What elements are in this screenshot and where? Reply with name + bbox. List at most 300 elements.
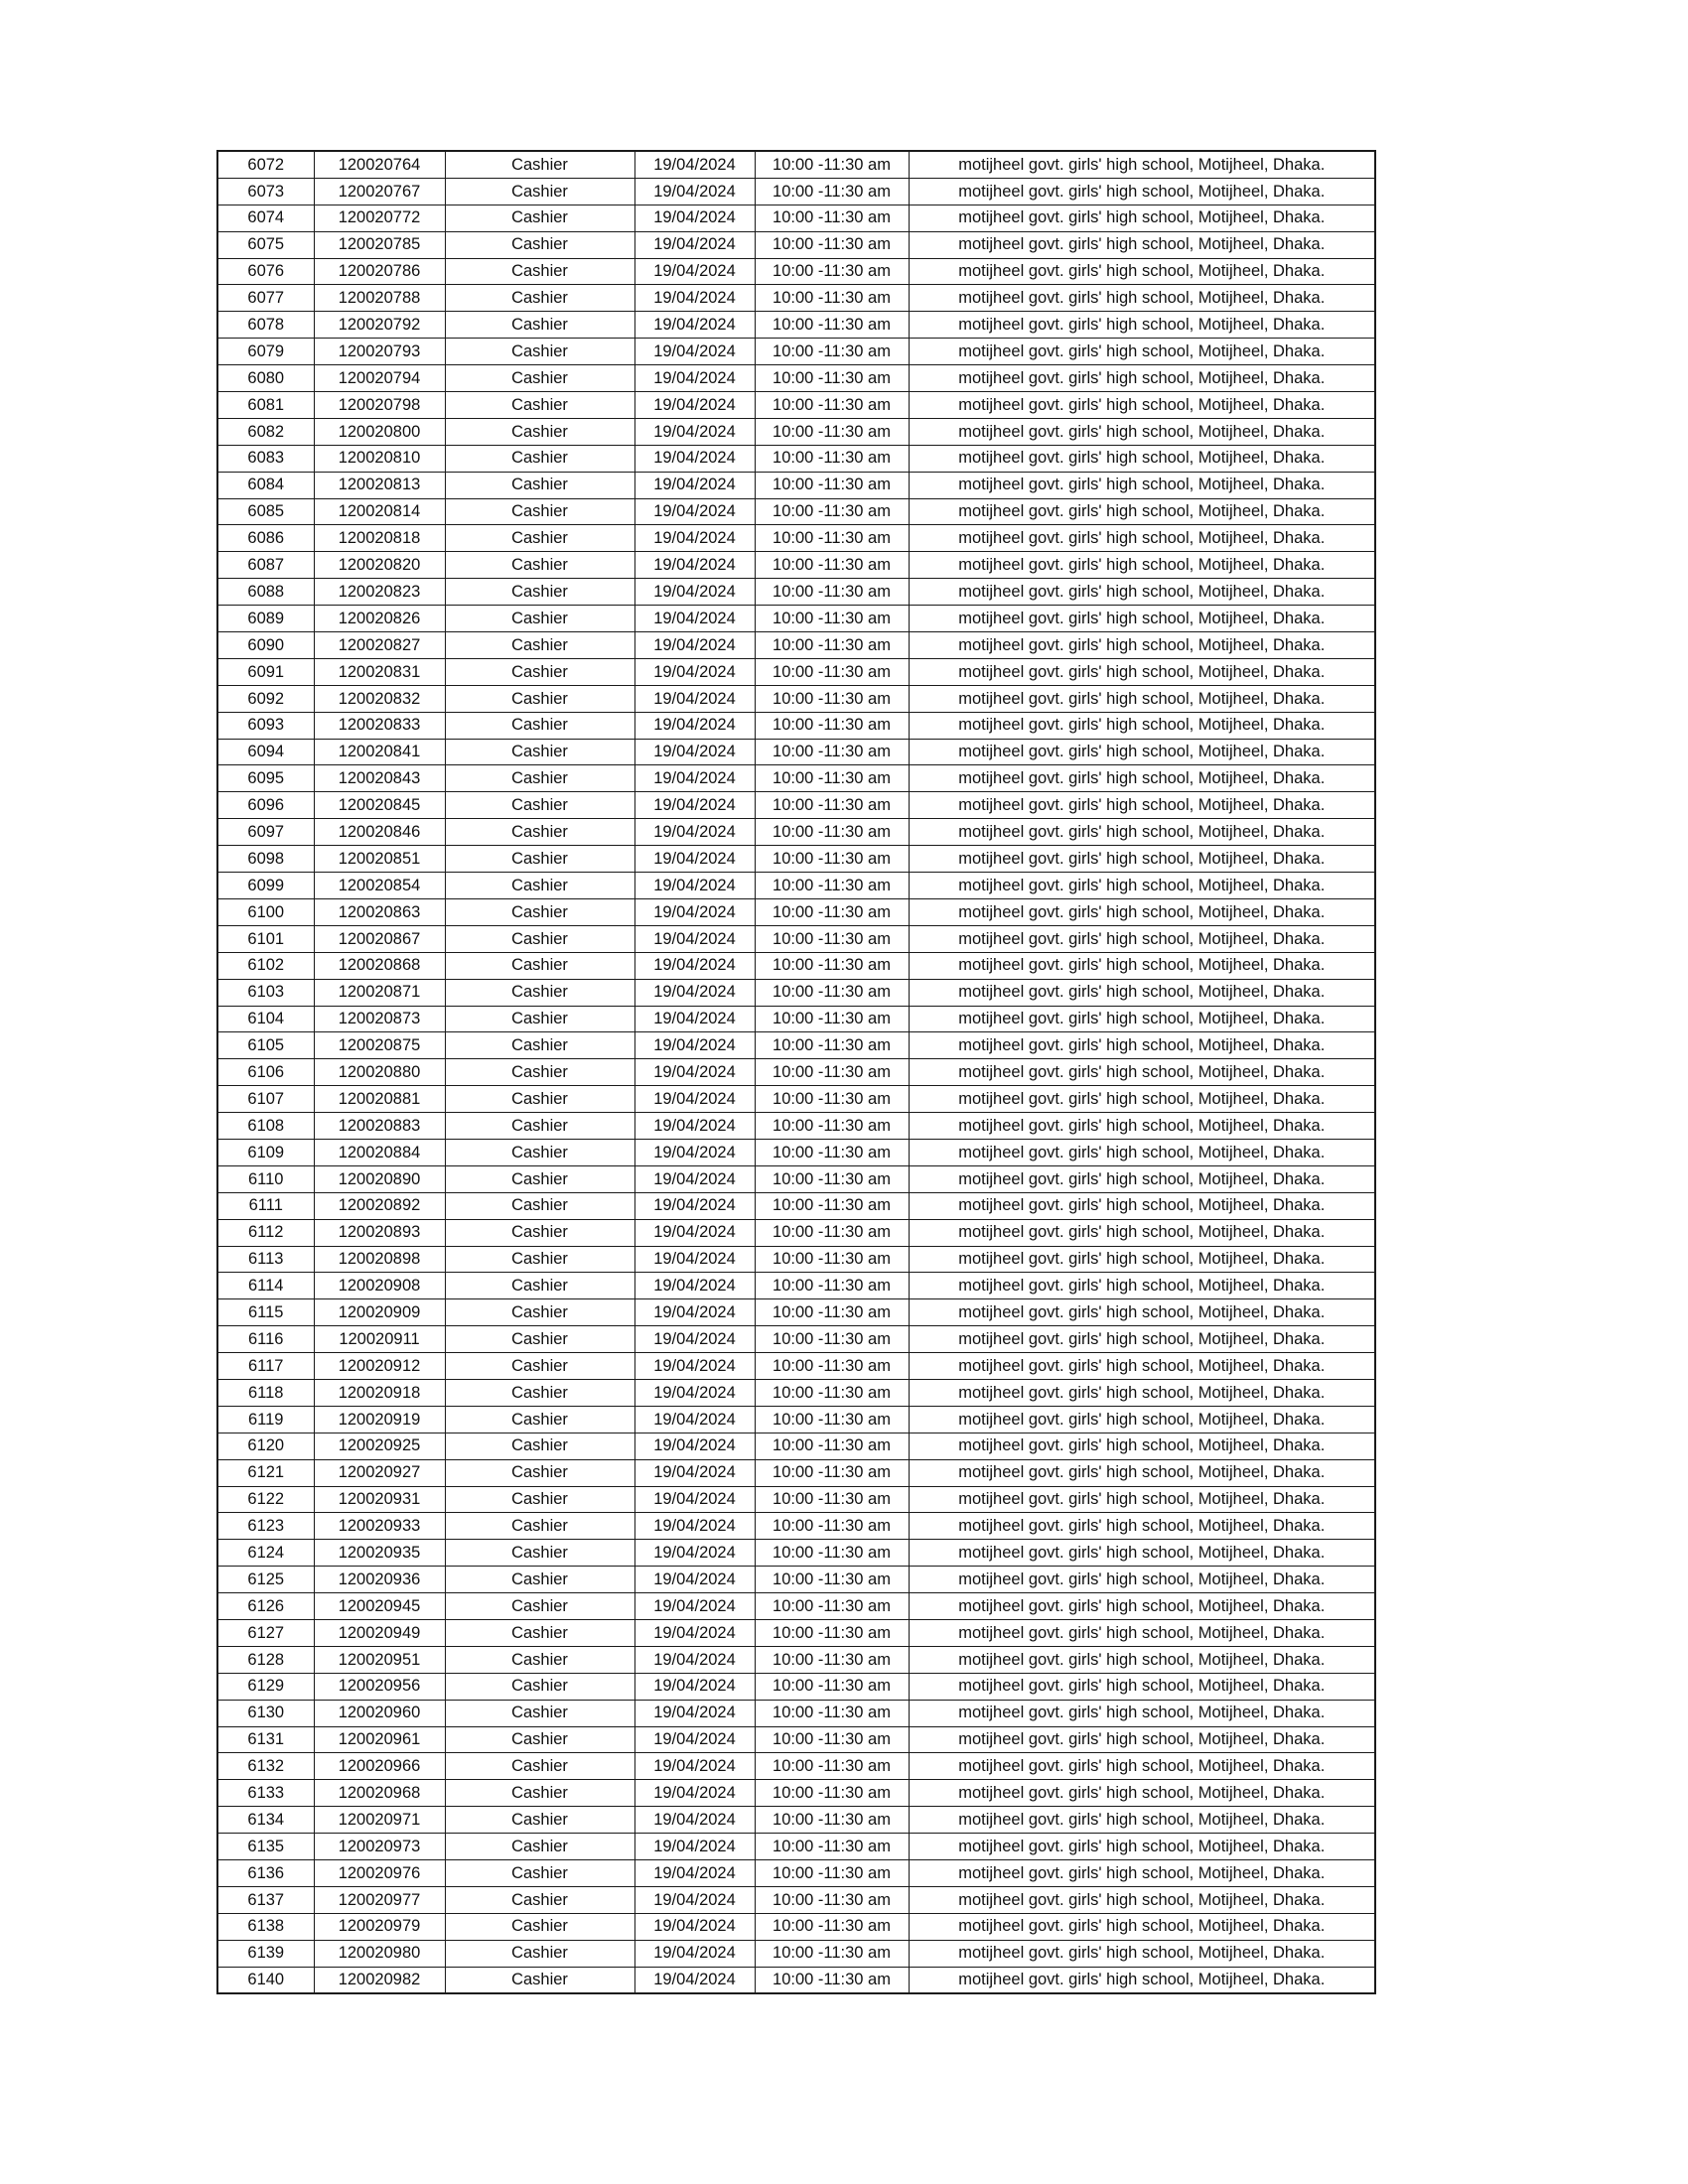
serial-no-cell: 6102: [217, 952, 314, 979]
serial-no-cell: 6103: [217, 979, 314, 1006]
post-cell: Cashier: [445, 472, 634, 498]
roll-no-cell: 120020764: [314, 151, 445, 178]
exam-venue-cell: motijheel govt. girls' high school, Motijheel, Dhaka.: [909, 1780, 1375, 1807]
post-cell: Cashier: [445, 178, 634, 205]
table-row: [217, 1326, 1375, 1353]
exam-date-cell: 19/04/2024: [634, 1059, 755, 1086]
roll-no-cell: 120020960: [314, 1700, 445, 1726]
exam-date-cell: 19/04/2024: [634, 285, 755, 312]
exam-date-cell: 19/04/2024: [634, 258, 755, 285]
post-cell: Cashier: [445, 1940, 634, 1967]
exam-venue-cell: motijheel govt. girls' high school, Motijheel, Dhaka.: [909, 1006, 1375, 1032]
roll-no-cell: 120020935: [314, 1540, 445, 1567]
serial-no-cell: 6075: [217, 231, 314, 258]
exam-time-cell: 10:00 -11:30 am: [755, 658, 909, 685]
serial-no-cell: 6081: [217, 392, 314, 419]
exam-venue-cell: motijheel govt. girls' high school, Motijheel, Dhaka.: [909, 1459, 1375, 1486]
table-row: [217, 525, 1375, 552]
exam-date-cell: 19/04/2024: [634, 1273, 755, 1299]
post-cell: Cashier: [445, 1353, 634, 1380]
post-cell: Cashier: [445, 1406, 634, 1433]
exam-date-cell: 19/04/2024: [634, 392, 755, 419]
exam-venue-cell: motijheel govt. girls' high school, Motijheel, Dhaka.: [909, 1646, 1375, 1673]
roll-no-cell: 120020818: [314, 525, 445, 552]
exam-venue-cell: motijheel govt. girls' high school, Motijheel, Dhaka.: [909, 1967, 1375, 1993]
table-row: [217, 1113, 1375, 1140]
exam-date-cell: 19/04/2024: [634, 445, 755, 472]
post-cell: Cashier: [445, 1219, 634, 1246]
exam-venue-cell: motijheel govt. girls' high school, Motijheel, Dhaka.: [909, 1032, 1375, 1059]
roll-no-cell: 120020980: [314, 1940, 445, 1967]
exam-venue-cell: motijheel govt. girls' high school, Motijheel, Dhaka.: [909, 1192, 1375, 1219]
exam-time-cell: 10:00 -11:30 am: [755, 952, 909, 979]
exam-venue-cell: motijheel govt. girls' high school, Motijheel, Dhaka.: [909, 1834, 1375, 1860]
table-row: [217, 365, 1375, 392]
post-cell: Cashier: [445, 739, 634, 765]
post-cell: Cashier: [445, 1113, 634, 1140]
exam-venue-cell: motijheel govt. girls' high school, Motijheel, Dhaka.: [909, 846, 1375, 873]
exam-date-cell: 19/04/2024: [634, 1433, 755, 1459]
exam-date-cell: 19/04/2024: [634, 472, 755, 498]
exam-time-cell: 10:00 -11:30 am: [755, 1834, 909, 1860]
exam-venue-cell: motijheel govt. girls' high school, Motijheel, Dhaka.: [909, 765, 1375, 792]
serial-no-cell: 6130: [217, 1700, 314, 1726]
exam-venue-cell: motijheel govt. girls' high school, Motijheel, Dhaka.: [909, 365, 1375, 392]
table-row: [217, 952, 1375, 979]
exam-time-cell: 10:00 -11:30 am: [755, 606, 909, 632]
exam-venue-cell: motijheel govt. girls' high school, Motijheel, Dhaka.: [909, 1886, 1375, 1913]
serial-no-cell: 6089: [217, 606, 314, 632]
roll-no-cell: 120020884: [314, 1139, 445, 1165]
exam-venue-cell: motijheel govt. girls' high school, Motijheel, Dhaka.: [909, 1860, 1375, 1887]
roll-no-cell: 120020867: [314, 925, 445, 952]
exam-time-cell: 10:00 -11:30 am: [755, 1059, 909, 1086]
exam-date-cell: 19/04/2024: [634, 1940, 755, 1967]
exam-time-cell: 10:00 -11:30 am: [755, 1433, 909, 1459]
exam-date-cell: 19/04/2024: [634, 1646, 755, 1673]
post-cell: Cashier: [445, 1165, 634, 1192]
table-row: [217, 1406, 1375, 1433]
exam-venue-cell: motijheel govt. girls' high school, Motijheel, Dhaka.: [909, 898, 1375, 925]
exam-time-cell: 10:00 -11:30 am: [755, 846, 909, 873]
exam-venue-cell: motijheel govt. girls' high school, Motijheel, Dhaka.: [909, 552, 1375, 579]
roll-no-cell: 120020843: [314, 765, 445, 792]
exam-time-cell: 10:00 -11:30 am: [755, 1219, 909, 1246]
serial-no-cell: 6094: [217, 739, 314, 765]
exam-date-cell: 19/04/2024: [634, 498, 755, 525]
exam-time-cell: 10:00 -11:30 am: [755, 231, 909, 258]
exam-date-cell: 19/04/2024: [634, 1379, 755, 1406]
post-cell: Cashier: [445, 1593, 634, 1620]
table-row: [217, 739, 1375, 765]
exam-date-cell: 19/04/2024: [634, 1006, 755, 1032]
exam-date-cell: 19/04/2024: [634, 552, 755, 579]
exam-time-cell: 10:00 -11:30 am: [755, 472, 909, 498]
post-cell: Cashier: [445, 312, 634, 339]
exam-date-cell: 19/04/2024: [634, 1299, 755, 1326]
serial-no-cell: 6105: [217, 1032, 314, 1059]
exam-venue-cell: motijheel govt. girls' high school, Motijheel, Dhaka.: [909, 1486, 1375, 1513]
exam-time-cell: 10:00 -11:30 am: [755, 1246, 909, 1273]
exam-date-cell: 19/04/2024: [634, 952, 755, 979]
exam-time-cell: 10:00 -11:30 am: [755, 579, 909, 606]
exam-date-cell: 19/04/2024: [634, 1113, 755, 1140]
roll-no-cell: 120020883: [314, 1113, 445, 1140]
exam-date-cell: 19/04/2024: [634, 739, 755, 765]
exam-venue-cell: motijheel govt. girls' high school, Motijheel, Dhaka.: [909, 205, 1375, 231]
exam-time-cell: 10:00 -11:30 am: [755, 552, 909, 579]
roll-no-cell: 120020973: [314, 1834, 445, 1860]
exam-date-cell: 19/04/2024: [634, 1139, 755, 1165]
roll-no-cell: 120020976: [314, 1860, 445, 1887]
post-cell: Cashier: [445, 1486, 634, 1513]
serial-no-cell: 6135: [217, 1834, 314, 1860]
post-cell: Cashier: [445, 765, 634, 792]
serial-no-cell: 6097: [217, 819, 314, 846]
serial-no-cell: 6098: [217, 846, 314, 873]
exam-time-cell: 10:00 -11:30 am: [755, 205, 909, 231]
exam-date-cell: 19/04/2024: [634, 339, 755, 365]
roll-no-cell: 120020919: [314, 1406, 445, 1433]
exam-date-cell: 19/04/2024: [634, 1673, 755, 1700]
table-row: [217, 1139, 1375, 1165]
table-row: [217, 632, 1375, 659]
exam-date-cell: 19/04/2024: [634, 792, 755, 819]
roll-no-cell: 120020813: [314, 472, 445, 498]
post-cell: Cashier: [445, 1700, 634, 1726]
post-cell: Cashier: [445, 658, 634, 685]
exam-time-cell: 10:00 -11:30 am: [755, 1086, 909, 1113]
post-cell: Cashier: [445, 1379, 634, 1406]
roll-no-cell: 120020827: [314, 632, 445, 659]
serial-no-cell: 6074: [217, 205, 314, 231]
exam-venue-cell: motijheel govt. girls' high school, Motijheel, Dhaka.: [909, 685, 1375, 712]
roll-no-cell: 120020881: [314, 1086, 445, 1113]
roll-no-cell: 120020794: [314, 365, 445, 392]
serial-no-cell: 6104: [217, 1006, 314, 1032]
exam-time-cell: 10:00 -11:30 am: [755, 712, 909, 739]
exam-time-cell: 10:00 -11:30 am: [755, 1673, 909, 1700]
table-row: [217, 1913, 1375, 1940]
exam-date-cell: 19/04/2024: [634, 658, 755, 685]
post-cell: Cashier: [445, 552, 634, 579]
serial-no-cell: 6087: [217, 552, 314, 579]
roll-no-cell: 120020826: [314, 606, 445, 632]
table-row: [217, 1459, 1375, 1486]
post-cell: Cashier: [445, 1299, 634, 1326]
exam-time-cell: 10:00 -11:30 am: [755, 339, 909, 365]
exam-venue-cell: motijheel govt. girls' high school, Motijheel, Dhaka.: [909, 1513, 1375, 1540]
exam-date-cell: 19/04/2024: [634, 1700, 755, 1726]
exam-time-cell: 10:00 -11:30 am: [755, 873, 909, 899]
post-cell: Cashier: [445, 418, 634, 445]
roll-no-cell: 120020893: [314, 1219, 445, 1246]
exam-time-cell: 10:00 -11:30 am: [755, 1299, 909, 1326]
roll-no-cell: 120020908: [314, 1273, 445, 1299]
roll-no-cell: 120020890: [314, 1165, 445, 1192]
post-cell: Cashier: [445, 1246, 634, 1273]
roll-no-cell: 120020823: [314, 579, 445, 606]
exam-venue-cell: motijheel govt. girls' high school, Motijheel, Dhaka.: [909, 1113, 1375, 1140]
exam-date-cell: 19/04/2024: [634, 1967, 755, 1993]
exam-time-cell: 10:00 -11:30 am: [755, 1967, 909, 1993]
post-cell: Cashier: [445, 392, 634, 419]
exam-venue-cell: motijheel govt. girls' high school, Motijheel, Dhaka.: [909, 792, 1375, 819]
exam-time-cell: 10:00 -11:30 am: [755, 765, 909, 792]
exam-time-cell: 10:00 -11:30 am: [755, 1513, 909, 1540]
roll-no-cell: 120020854: [314, 873, 445, 899]
exam-time-cell: 10:00 -11:30 am: [755, 1113, 909, 1140]
serial-no-cell: 6136: [217, 1860, 314, 1887]
exam-venue-cell: motijheel govt. girls' high school, Motijheel, Dhaka.: [909, 1299, 1375, 1326]
roll-no-cell: 120020831: [314, 658, 445, 685]
serial-no-cell: 6091: [217, 658, 314, 685]
exam-date-cell: 19/04/2024: [634, 1353, 755, 1380]
table-row: [217, 312, 1375, 339]
post-cell: Cashier: [445, 846, 634, 873]
table-row: [217, 1753, 1375, 1780]
exam-time-cell: 10:00 -11:30 am: [755, 1139, 909, 1165]
post-cell: Cashier: [445, 632, 634, 659]
roll-no-cell: 120020977: [314, 1886, 445, 1913]
post-cell: Cashier: [445, 1032, 634, 1059]
serial-no-cell: 6072: [217, 151, 314, 178]
serial-no-cell: 6117: [217, 1353, 314, 1380]
table-row: [217, 472, 1375, 498]
table-row: [217, 712, 1375, 739]
roll-no-cell: 120020936: [314, 1567, 445, 1593]
exam-venue-cell: motijheel govt. girls' high school, Motijheel, Dhaka.: [909, 873, 1375, 899]
exam-date-cell: 19/04/2024: [634, 1406, 755, 1433]
exam-time-cell: 10:00 -11:30 am: [755, 1593, 909, 1620]
serial-no-cell: 6099: [217, 873, 314, 899]
table-row: [217, 1593, 1375, 1620]
exam-venue-cell: motijheel govt. girls' high school, Motijheel, Dhaka.: [909, 1940, 1375, 1967]
exam-venue-cell: motijheel govt. girls' high school, Motijheel, Dhaka.: [909, 151, 1375, 178]
exam-time-cell: 10:00 -11:30 am: [755, 632, 909, 659]
serial-no-cell: 6126: [217, 1593, 314, 1620]
table-row: [217, 552, 1375, 579]
roll-no-cell: 120020871: [314, 979, 445, 1006]
exam-date-cell: 19/04/2024: [634, 1086, 755, 1113]
exam-time-cell: 10:00 -11:30 am: [755, 312, 909, 339]
exam-venue-cell: motijheel govt. girls' high school, Motijheel, Dhaka.: [909, 231, 1375, 258]
post-cell: Cashier: [445, 1807, 634, 1834]
table-row: [217, 1886, 1375, 1913]
table-row: [217, 1540, 1375, 1567]
serial-no-cell: 6085: [217, 498, 314, 525]
table-row: [217, 1165, 1375, 1192]
post-cell: Cashier: [445, 819, 634, 846]
exam-venue-cell: motijheel govt. girls' high school, Motijheel, Dhaka.: [909, 606, 1375, 632]
exam-venue-cell: motijheel govt. girls' high school, Motijheel, Dhaka.: [909, 1379, 1375, 1406]
serial-no-cell: 6106: [217, 1059, 314, 1086]
post-cell: Cashier: [445, 1567, 634, 1593]
roll-no-cell: 120020873: [314, 1006, 445, 1032]
roll-no-cell: 120020880: [314, 1059, 445, 1086]
exam-date-cell: 19/04/2024: [634, 1913, 755, 1940]
table-row: [217, 178, 1375, 205]
serial-no-cell: 6111: [217, 1192, 314, 1219]
exam-date-cell: 19/04/2024: [634, 1326, 755, 1353]
roll-no-cell: 120020966: [314, 1753, 445, 1780]
exam-date-cell: 19/04/2024: [634, 1807, 755, 1834]
exam-venue-cell: motijheel govt. girls' high school, Motijheel, Dhaka.: [909, 1619, 1375, 1646]
exam-date-cell: 19/04/2024: [634, 685, 755, 712]
table-row: [217, 1059, 1375, 1086]
post-cell: Cashier: [445, 1192, 634, 1219]
table-row: [217, 1246, 1375, 1273]
roll-no-cell: 120020898: [314, 1246, 445, 1273]
exam-date-cell: 19/04/2024: [634, 205, 755, 231]
table-row: [217, 925, 1375, 952]
table-row: [217, 1780, 1375, 1807]
post-cell: Cashier: [445, 1780, 634, 1807]
post-cell: Cashier: [445, 1086, 634, 1113]
table-row: [217, 1273, 1375, 1299]
table-row: [217, 1834, 1375, 1860]
roll-no-cell: 120020875: [314, 1032, 445, 1059]
post-cell: Cashier: [445, 898, 634, 925]
exam-time-cell: 10:00 -11:30 am: [755, 1886, 909, 1913]
table-row: [217, 606, 1375, 632]
serial-no-cell: 6083: [217, 445, 314, 472]
serial-no-cell: 6133: [217, 1780, 314, 1807]
table-row: [217, 339, 1375, 365]
post-cell: Cashier: [445, 792, 634, 819]
roll-no-cell: 120020788: [314, 285, 445, 312]
exam-venue-cell: motijheel govt. girls' high school, Motijheel, Dhaka.: [909, 418, 1375, 445]
exam-date-cell: 19/04/2024: [634, 1513, 755, 1540]
exam-time-cell: 10:00 -11:30 am: [755, 1459, 909, 1486]
table-row: [217, 1646, 1375, 1673]
serial-no-cell: 6093: [217, 712, 314, 739]
serial-no-cell: 6110: [217, 1165, 314, 1192]
table-row: [217, 258, 1375, 285]
serial-no-cell: 6109: [217, 1139, 314, 1165]
exam-date-cell: 19/04/2024: [634, 979, 755, 1006]
exam-time-cell: 10:00 -11:30 am: [755, 1700, 909, 1726]
post-cell: Cashier: [445, 1646, 634, 1673]
serial-no-cell: 6138: [217, 1913, 314, 1940]
exam-time-cell: 10:00 -11:30 am: [755, 1273, 909, 1299]
table-row: [217, 1700, 1375, 1726]
roll-no-cell: 120020851: [314, 846, 445, 873]
exam-venue-cell: motijheel govt. girls' high school, Motijheel, Dhaka.: [909, 1726, 1375, 1753]
exam-time-cell: 10:00 -11:30 am: [755, 1619, 909, 1646]
serial-no-cell: 6129: [217, 1673, 314, 1700]
exam-venue-cell: motijheel govt. girls' high school, Motijheel, Dhaka.: [909, 1753, 1375, 1780]
roll-no-cell: 120020833: [314, 712, 445, 739]
exam-date-cell: 19/04/2024: [634, 1219, 755, 1246]
exam-date-cell: 19/04/2024: [634, 1886, 755, 1913]
exam-date-cell: 19/04/2024: [634, 231, 755, 258]
exam-time-cell: 10:00 -11:30 am: [755, 178, 909, 205]
post-cell: Cashier: [445, 1459, 634, 1486]
serial-no-cell: 6086: [217, 525, 314, 552]
exam-date-cell: 19/04/2024: [634, 1780, 755, 1807]
exam-date-cell: 19/04/2024: [634, 365, 755, 392]
serial-no-cell: 6114: [217, 1273, 314, 1299]
exam-venue-cell: motijheel govt. girls' high school, Motijheel, Dhaka.: [909, 1139, 1375, 1165]
exam-time-cell: 10:00 -11:30 am: [755, 1192, 909, 1219]
exam-time-cell: 10:00 -11:30 am: [755, 151, 909, 178]
serial-no-cell: 6127: [217, 1619, 314, 1646]
exam-venue-cell: motijheel govt. girls' high school, Motijheel, Dhaka.: [909, 525, 1375, 552]
serial-no-cell: 6115: [217, 1299, 314, 1326]
exam-date-cell: 19/04/2024: [634, 1459, 755, 1486]
table-row: [217, 285, 1375, 312]
serial-no-cell: 6128: [217, 1646, 314, 1673]
exam-venue-cell: motijheel govt. girls' high school, Motijheel, Dhaka.: [909, 1246, 1375, 1273]
post-cell: Cashier: [445, 1726, 634, 1753]
roll-no-cell: 120020971: [314, 1807, 445, 1834]
exam-time-cell: 10:00 -11:30 am: [755, 525, 909, 552]
post-cell: Cashier: [445, 1834, 634, 1860]
exam-time-cell: 10:00 -11:30 am: [755, 1326, 909, 1353]
exam-venue-cell: motijheel govt. girls' high school, Motijheel, Dhaka.: [909, 1326, 1375, 1353]
exam-venue-cell: motijheel govt. girls' high school, Motijheel, Dhaka.: [909, 1807, 1375, 1834]
post-cell: Cashier: [445, 1753, 634, 1780]
serial-no-cell: 6082: [217, 418, 314, 445]
roll-no-cell: 120020927: [314, 1459, 445, 1486]
post-cell: Cashier: [445, 1913, 634, 1940]
serial-no-cell: 6125: [217, 1567, 314, 1593]
exam-date-cell: 19/04/2024: [634, 1567, 755, 1593]
table-row: [217, 205, 1375, 231]
serial-no-cell: 6116: [217, 1326, 314, 1353]
table-row: [217, 898, 1375, 925]
exam-venue-cell: motijheel govt. girls' high school, Motijheel, Dhaka.: [909, 1593, 1375, 1620]
serial-no-cell: 6118: [217, 1379, 314, 1406]
exam-time-cell: 10:00 -11:30 am: [755, 1726, 909, 1753]
exam-time-cell: 10:00 -11:30 am: [755, 1540, 909, 1567]
exam-time-cell: 10:00 -11:30 am: [755, 792, 909, 819]
roll-no-cell: 120020810: [314, 445, 445, 472]
exam-date-cell: 19/04/2024: [634, 579, 755, 606]
exam-time-cell: 10:00 -11:30 am: [755, 418, 909, 445]
exam-time-cell: 10:00 -11:30 am: [755, 285, 909, 312]
serial-no-cell: 6113: [217, 1246, 314, 1273]
post-cell: Cashier: [445, 1433, 634, 1459]
roll-no-cell: 120020814: [314, 498, 445, 525]
roll-no-cell: 120020820: [314, 552, 445, 579]
exam-venue-cell: motijheel govt. girls' high school, Motijheel, Dhaka.: [909, 1433, 1375, 1459]
serial-no-cell: 6123: [217, 1513, 314, 1540]
roll-no-cell: 120020982: [314, 1967, 445, 1993]
exam-date-cell: 19/04/2024: [634, 606, 755, 632]
table-row: [217, 1486, 1375, 1513]
table-row: [217, 579, 1375, 606]
table-row: [217, 151, 1375, 178]
table-row: [217, 1299, 1375, 1326]
exam-date-cell: 19/04/2024: [634, 873, 755, 899]
exam-venue-cell: motijheel govt. girls' high school, Motijheel, Dhaka.: [909, 1567, 1375, 1593]
post-cell: Cashier: [445, 1513, 634, 1540]
post-cell: Cashier: [445, 1326, 634, 1353]
exam-venue-cell: motijheel govt. girls' high school, Motijheel, Dhaka.: [909, 1273, 1375, 1299]
exam-date-cell: 19/04/2024: [634, 846, 755, 873]
roll-no-cell: 120020868: [314, 952, 445, 979]
exam-venue-cell: motijheel govt. girls' high school, Motijheel, Dhaka.: [909, 498, 1375, 525]
exam-date-cell: 19/04/2024: [634, 1032, 755, 1059]
exam-date-cell: 19/04/2024: [634, 178, 755, 205]
table-row: [217, 979, 1375, 1006]
serial-no-cell: 6122: [217, 1486, 314, 1513]
roll-no-cell: 120020892: [314, 1192, 445, 1219]
serial-no-cell: 6119: [217, 1406, 314, 1433]
table-row: [217, 418, 1375, 445]
